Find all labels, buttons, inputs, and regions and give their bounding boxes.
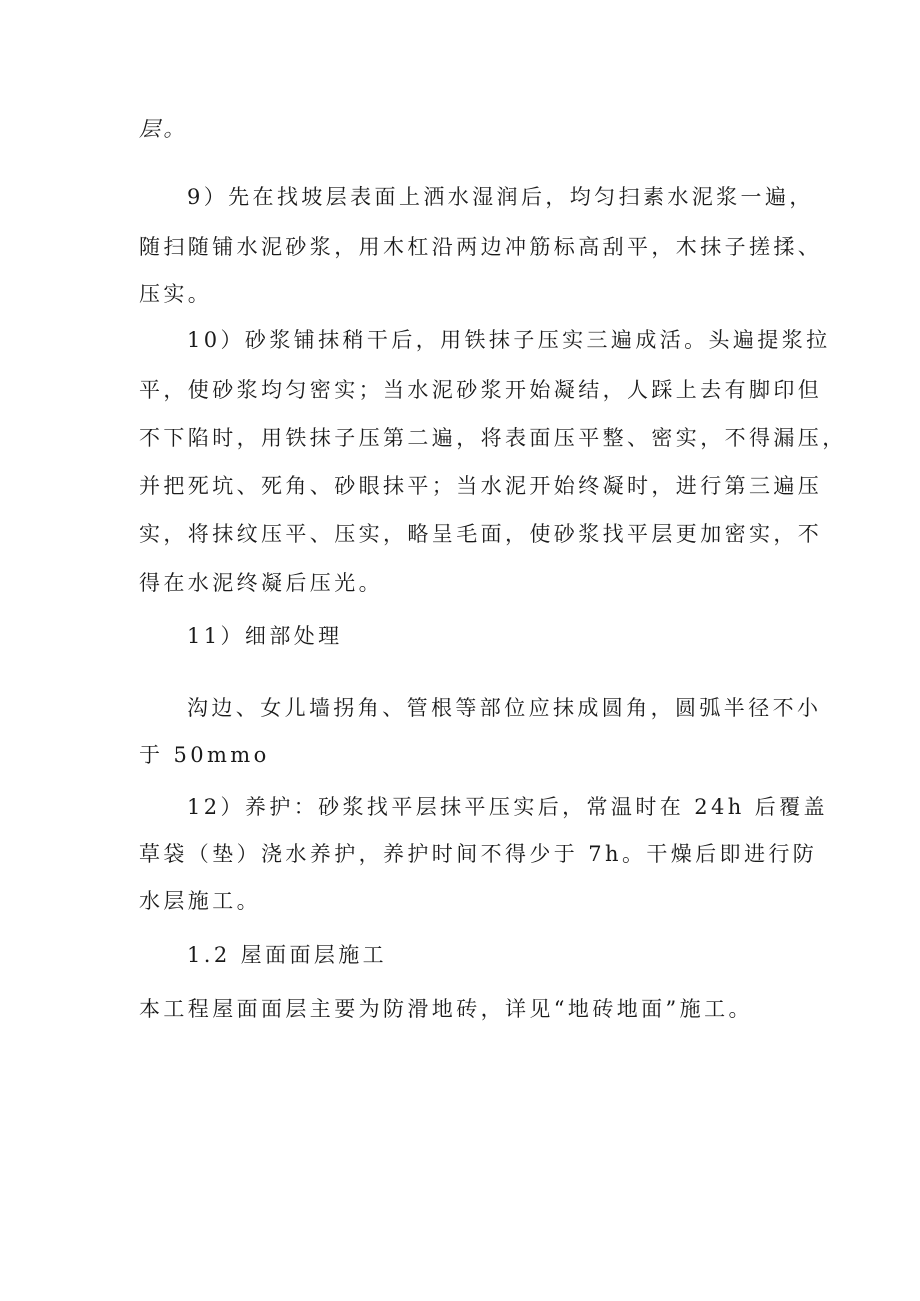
- text-line: 压实。: [139, 282, 213, 306]
- text-line: 并把死坑、死角、砂眼抹平；当水泥开始终凝时，进行第三遍压: [139, 474, 823, 498]
- text-line: 草袋（垫）浇水养护，养护时间不得少于 7h。干燥后即进行防: [139, 842, 818, 866]
- text-line: 9）先在找坡层表面上洒水湿润后，均匀扫素水泥浆一遍，: [187, 185, 814, 209]
- section-heading: 11）细部处理: [187, 624, 343, 648]
- text-line: 得在水泥终凝后压光。: [139, 571, 383, 595]
- text-line: 10）砂浆铺抹稍干后，用铁抹子压实三遍成活。头遍提浆拉: [187, 328, 831, 352]
- text-line: 随扫随铺水泥砂浆，用木杠沿两边冲筋标高刮平，木抹子搓揉、: [139, 235, 823, 259]
- text-line: 水层施工。: [139, 889, 261, 913]
- text-line: 层。: [139, 117, 188, 141]
- text-line: 平，使砂浆均匀密实；当水泥砂浆开始凝结，人踩上去有脚印但: [139, 378, 823, 402]
- text-line: 沟边、女儿墙拐角、管根等部位应抹成圆角，圆弧半径不小: [187, 696, 822, 720]
- text-line: 不下陷时，用铁抹子压第二遍，将表面压平整、密实，不得漏压，: [139, 426, 847, 450]
- section-heading: 1.2 屋面面层施工: [187, 943, 388, 967]
- text-line: 本工程屋面面层主要为防滑地砖，详见“地砖地面”施工。: [139, 997, 753, 1021]
- text-line: 于 50mmo: [139, 743, 270, 767]
- text-line: 12）养护：砂浆找平层抹平压实后，常温时在 24h 后覆盖: [187, 795, 828, 819]
- text-line: 实，将抹纹压平、压实，略呈毛面，使砂浆找平层更加密实，不: [139, 522, 823, 546]
